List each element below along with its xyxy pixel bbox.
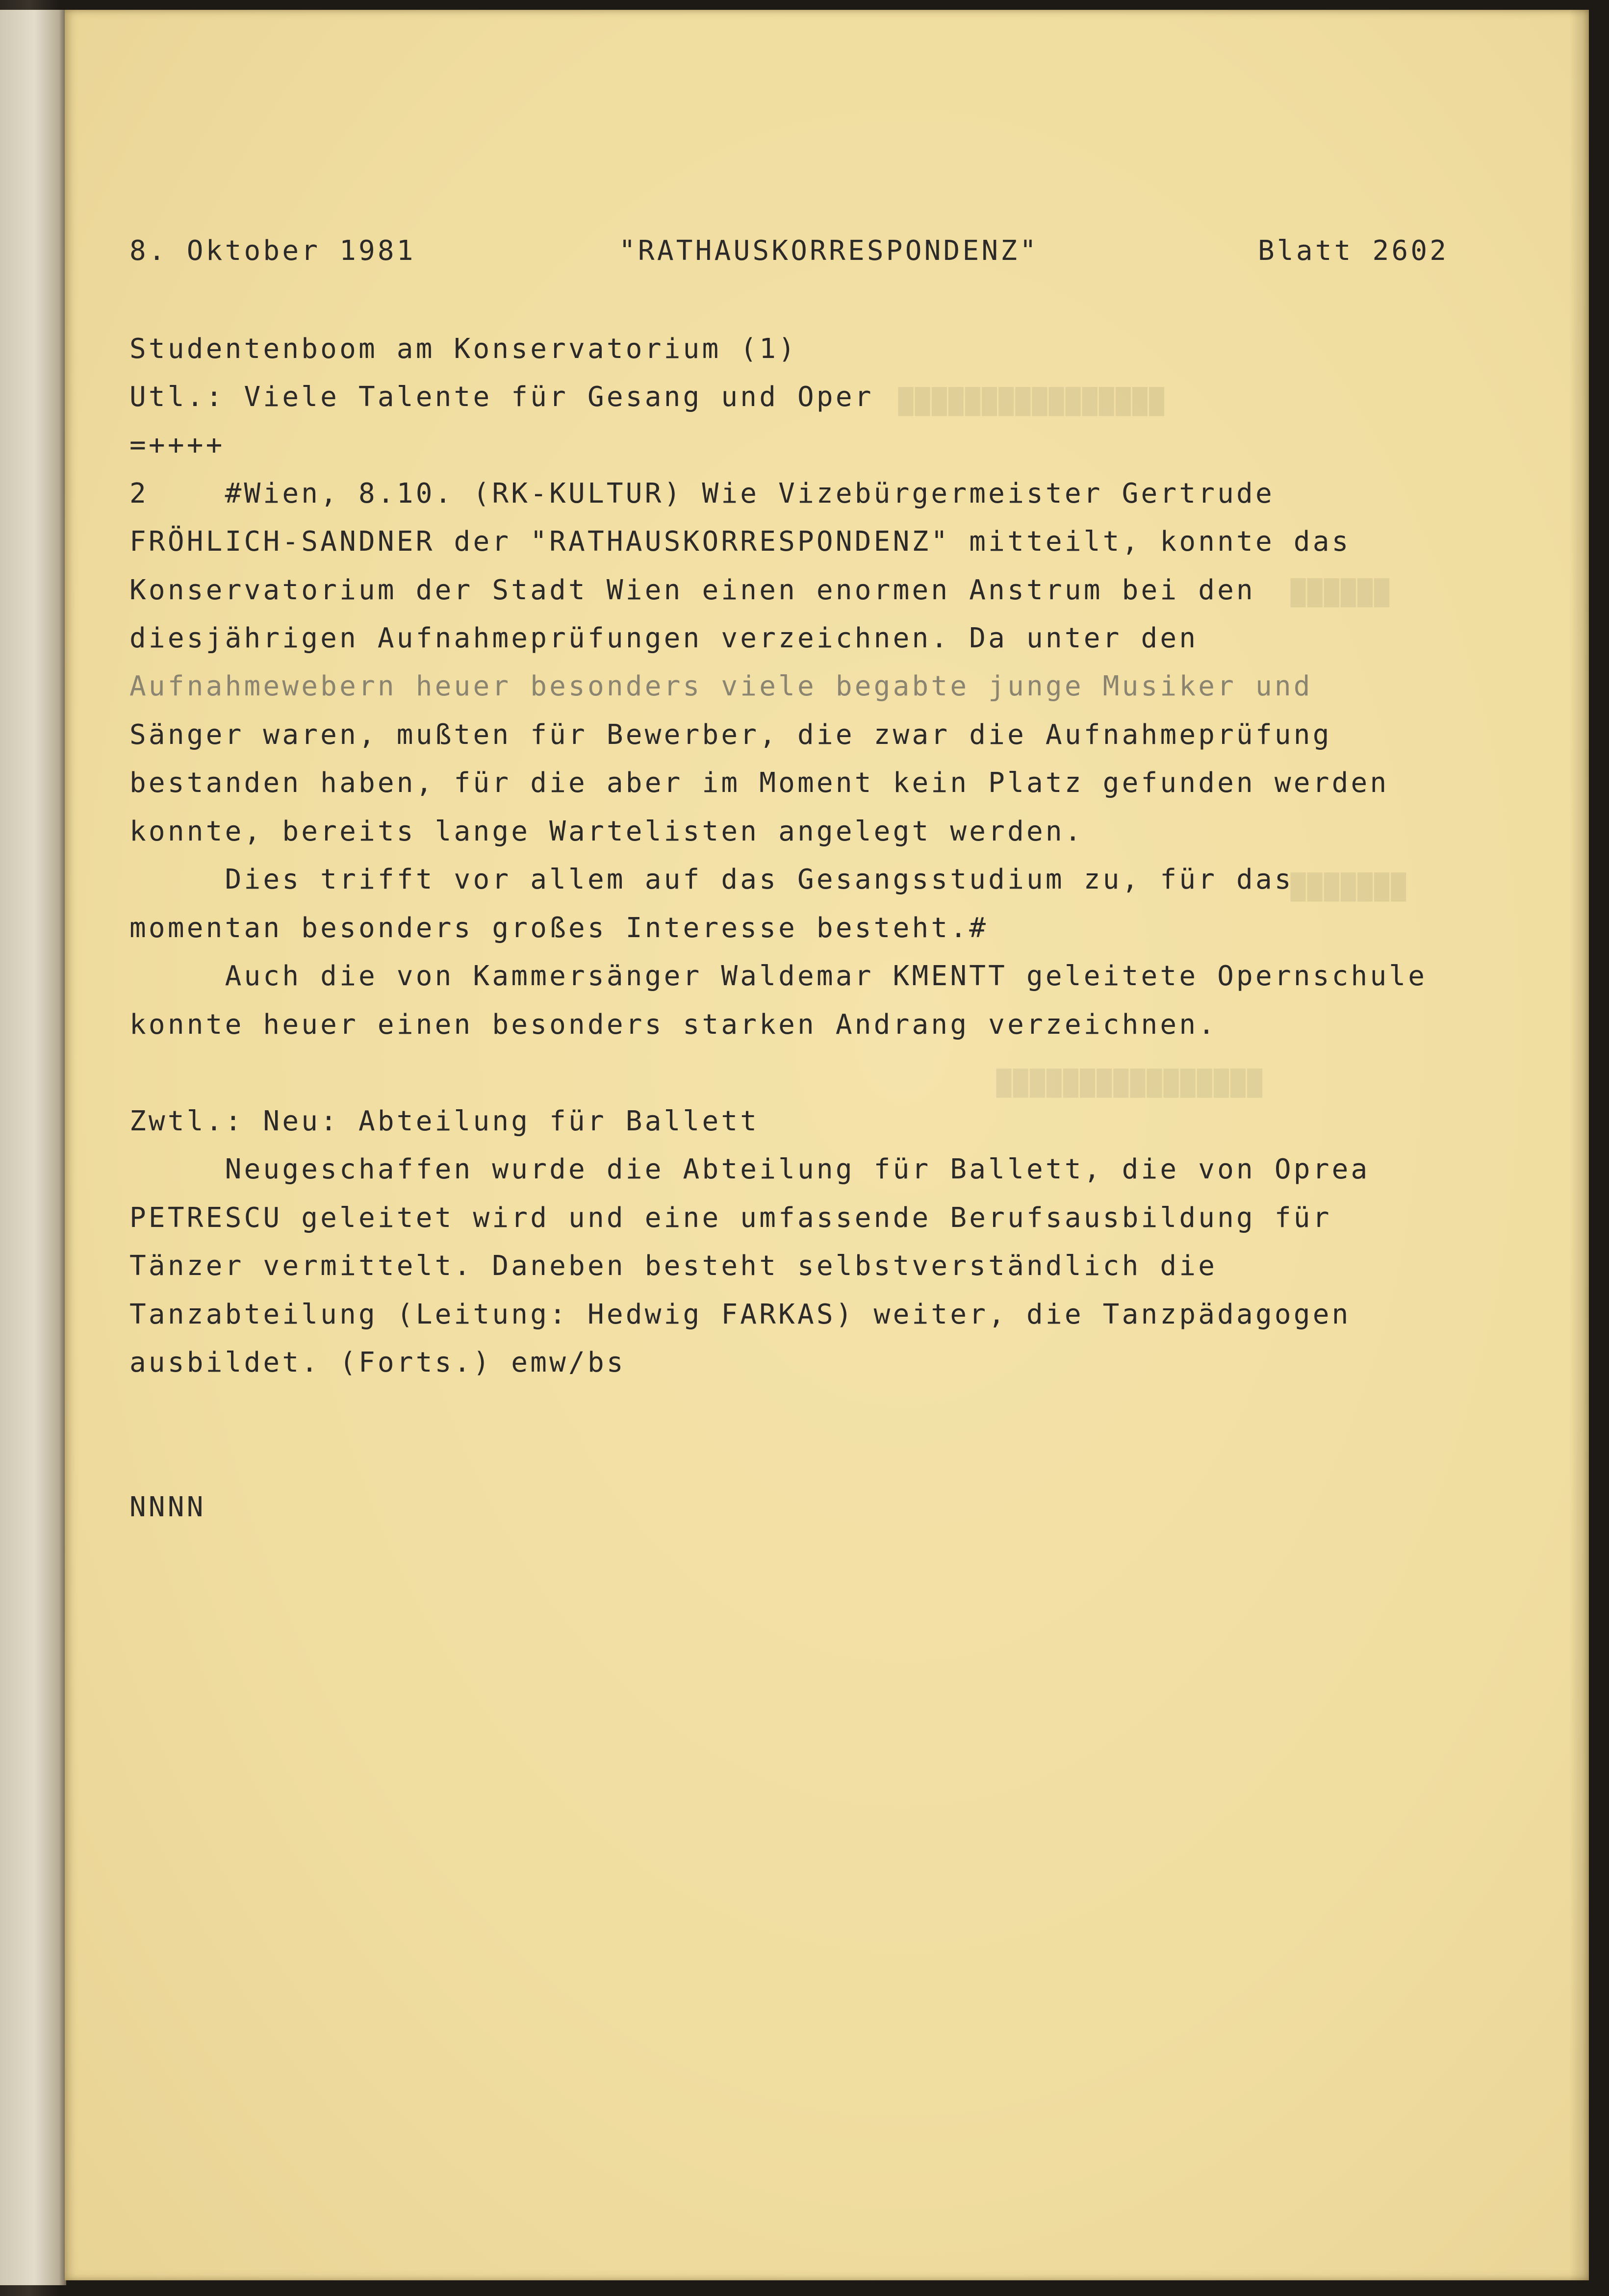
previous-page-edge: [0, 10, 66, 2285]
section-marker: =++++: [129, 429, 225, 461]
body-line: Konservatorium der Stadt Wien einen enormen Anstrum bei den: [129, 574, 1255, 606]
section-line: Tanzabteilung (Leitung: Hedwig FARKAS) weiter, die Tanzpädagogen: [129, 1299, 1351, 1330]
article-subtitle: Utl.: Viele Talente für Gesang und Oper: [129, 381, 874, 413]
section-heading: Zwtl.: Neu: Abteilung für Ballett: [129, 1105, 760, 1137]
body-line: konnte heuer einen besonders starken Andrang verzeichnen.: [129, 1009, 1218, 1041]
show-through-text: ████████████████: [996, 1069, 1264, 1097]
body-line: bestanden haben, für die aber im Moment kein Platz gefunden werden: [129, 767, 1389, 799]
section-line: ausbildet. (Forts.) emw/bs: [129, 1347, 626, 1378]
section-line: PETRESCU geleitet wird und eine umfassende Berufsausbildung für: [129, 1202, 1332, 1234]
header-date: 8. Oktober 1981: [129, 235, 416, 267]
section-line: Tänzer vermittelt. Daneben besteht selbstverständlich die: [129, 1250, 1218, 1282]
body-line: Dies trifft vor allem auf das Gesangsstudium zu, für das: [129, 864, 1294, 895]
body-line: Sänger waren, mußten für Bewerber, die zwar die Aufnahmeprüfung: [129, 719, 1332, 751]
page-shadow: [1569, 10, 1589, 2280]
show-through-text: ██████: [1291, 579, 1391, 607]
article-title: Studentenboom am Konservatorium (1): [129, 333, 798, 365]
body-line: Auch die von Kammersänger Waldemar KMENTT geleitete Opernschule: [129, 960, 1428, 992]
header-sheet-number: Blatt 2602: [1258, 235, 1449, 267]
body-line: momentan besonders großes Interesse besteht.#: [129, 912, 989, 944]
body-line: Aufnahmewebern heuer besonders viele begabte junge Musiker und: [129, 670, 1313, 702]
body-line: diesjährigen Aufnahmeprüfungen verzeichnen. Da unter den: [129, 622, 1199, 654]
section-line: Neugeschaffen wurde die Abteilung für Ballett, die von Oprea: [129, 1153, 1370, 1185]
show-through-text: ███████: [1291, 873, 1408, 901]
header-publication: "RATHAUSKORRESPONDENZ": [619, 235, 1039, 267]
body-line: konnte, bereits lange Wartelisten angelegt werden.: [129, 816, 1084, 847]
show-through-text: ████████████████: [898, 387, 1166, 416]
body-line: 2 #Wien, 8.10. (RK-KULTUR) Wie Vizebürgermeister Gertrude: [129, 478, 1275, 510]
body-line: FRÖHLICH-SANDNER der "RATHAUSKORRESPONDENZ" mitteilt, konnte das: [129, 526, 1351, 558]
document-page: [65, 10, 1589, 2280]
end-mark: NNNN: [129, 1491, 206, 1523]
